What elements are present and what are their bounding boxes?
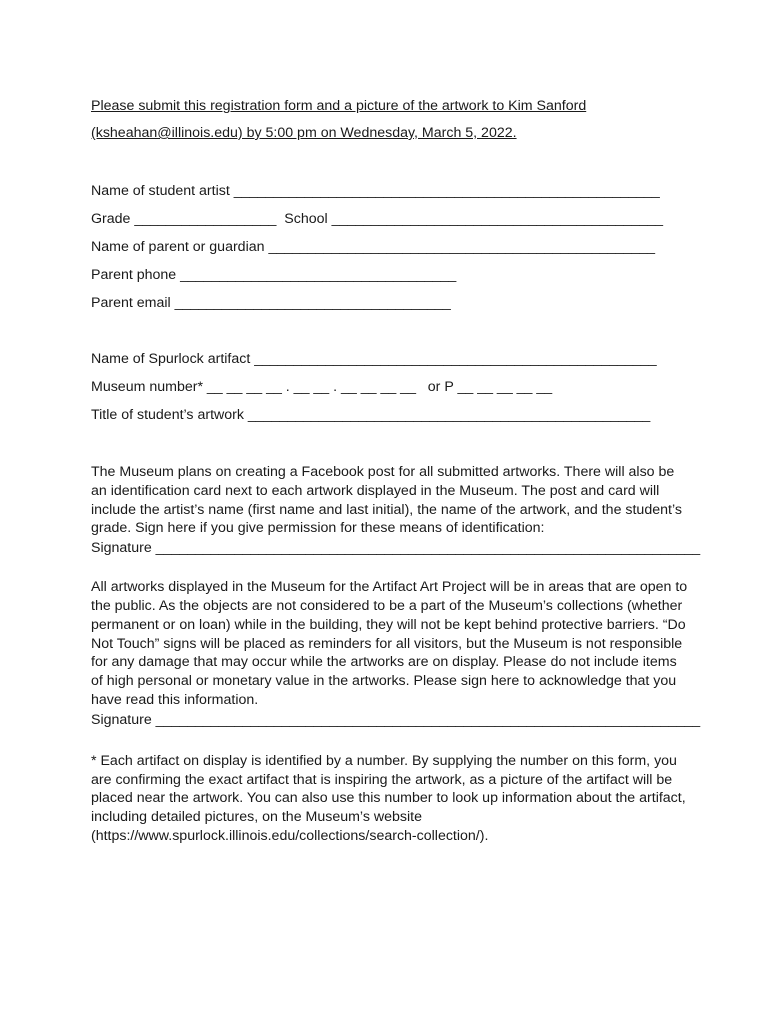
permission-signature-line[interactable]: Signature _____________________________________________________________________ <box>91 540 701 557</box>
museum-number-field[interactable]: Museum number* __ __ __ __ . __ __ . __ __ __ __ or P __ __ __ __ __ <box>91 379 553 395</box>
parent-email-field[interactable]: Parent email ___________________________________ <box>91 295 451 311</box>
display-notice-paragraph: All artworks displayed in the Museum for the Artifact Art Project will be in areas that are open to the public. As the objects are not considered to be a part of the Museum’s collections (whether permanent or on loan) while in the building, they will not be kept behind protective barriers. “Do Not Touch” signs will be placed as reminders for all visitors, but the Museum is not responsible for any damage that may occur while the artworks are on display. Please do not include items of high personal or monetary value in the artworks. Please sign here to acknowledge that you have read this information. <box>91 579 688 708</box>
footnote-paragraph: * Each artifact on display is identified by a number. By supplying the number on this form, you are confirming the exact artifact that is inspiring the artwork, as a picture of the artifact will be placed near the artwork. You can also use this number to look up information about the artifact, including detailed pictures, on the Museum’s website (https://www.spurlock.illinois.edu/collections/search-collection/). <box>91 752 686 844</box>
permission-paragraph: The Museum plans on creating a Facebook post for all submitted artworks. There will also be an identification card next to each artwork displayed in the Museum. The post and card will include the artist’s name (first name and last initial), the name of the artwork, and the student’s grade. Sign here if you give permission for these means of identification: <box>91 464 682 537</box>
intro-line-1: Please submit this registration form and a picture of the artwork to Kim Sanford <box>91 98 587 114</box>
intro-instructions <box>91 93 691 147</box>
student-info-section <box>91 177 691 317</box>
registration-form <box>91 93 701 846</box>
acknowledgement-signature-line[interactable]: Signature _____________________________________________________________________ <box>91 711 701 728</box>
artwork-title-field[interactable]: Title of student’s artwork ___________________________________________________ <box>91 407 651 423</box>
artifact-name-field[interactable]: Name of Spurlock artifact ___________________________________________________ <box>91 351 657 367</box>
intro-line-2: (ksheahan@illinois.edu) by 5:00 pm on Wednesday, March 5, 2022. <box>91 125 517 141</box>
parent-guardian-name-field[interactable]: Name of parent or guardian _________________________________________________ <box>91 239 656 255</box>
artifact-info-section <box>91 345 691 429</box>
parent-phone-field[interactable]: Parent phone ___________________________________ <box>91 267 457 283</box>
grade-school-field[interactable]: Grade __________________ School __________________________________________ <box>91 211 664 227</box>
student-artist-name-field[interactable]: Name of student artist ______________________________________________________ <box>91 183 660 199</box>
